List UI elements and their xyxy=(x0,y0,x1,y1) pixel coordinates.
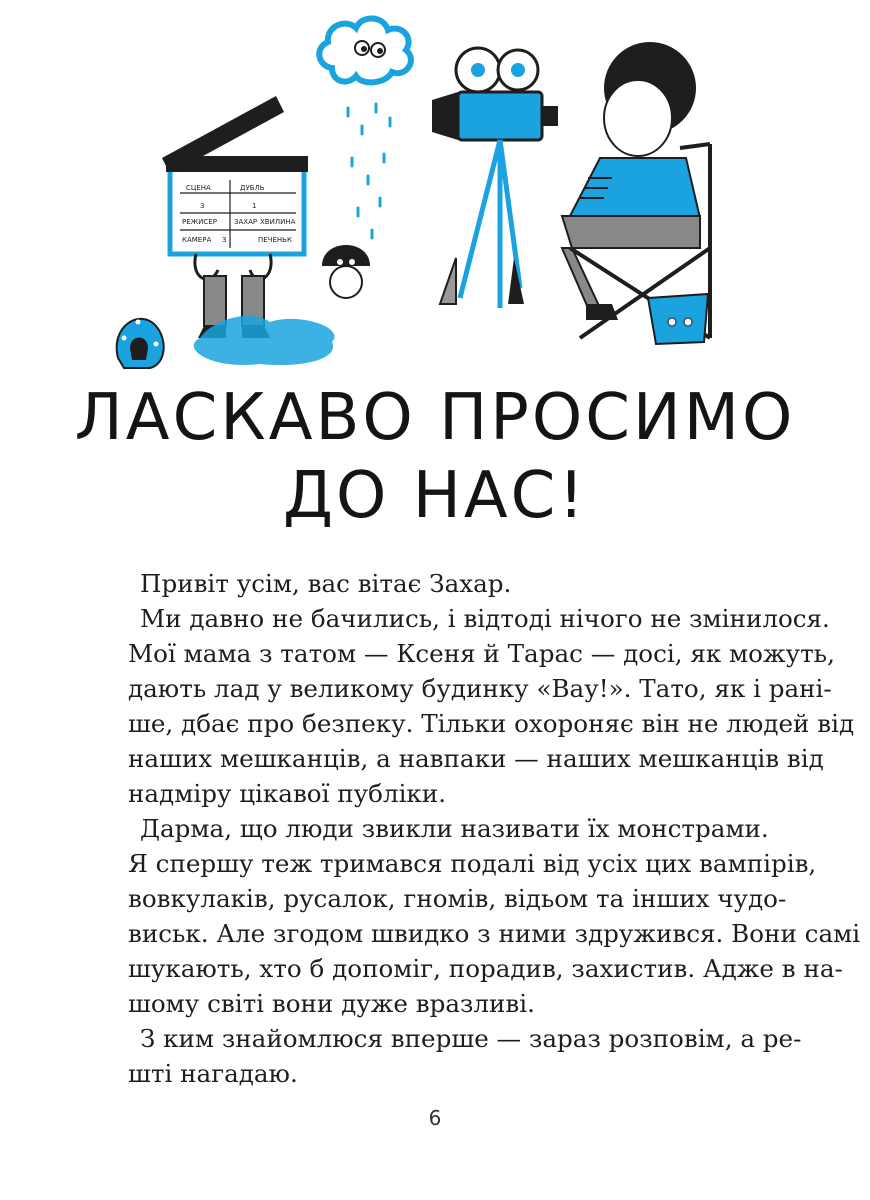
clapperboard-character xyxy=(162,96,308,338)
text-line: Мої мама з татом — Ксеня й Тарас — досі, як можуть, xyxy=(128,639,835,668)
svg-text:ЗАХАР: ЗАХАР xyxy=(234,218,258,226)
paragraph-3 xyxy=(128,811,861,1021)
bucket-creature xyxy=(648,294,708,344)
chapter-illustration xyxy=(100,8,740,388)
paragraph-4 xyxy=(128,1021,802,1091)
text-line: шому світі вони дуже вразливі. xyxy=(128,989,535,1018)
chapter-title-line-1: ЛАСКАВО ПРОСИМО xyxy=(74,381,796,455)
svg-text:ДУБЛЬ: ДУБЛЬ xyxy=(240,184,265,192)
paragraph-2 xyxy=(128,601,855,811)
svg-text:КАМЕРА: КАМЕРА xyxy=(182,236,212,244)
boy-in-director-chair xyxy=(562,42,710,338)
text-line: шукають, хто б допоміг, порадив, захистив. Адже в на- xyxy=(128,954,843,983)
text-line: Ми давно не бачились, і відтоді нічого не змінилося. xyxy=(140,604,830,633)
text-line: Привіт усім, вас вітає Захар. xyxy=(140,569,512,598)
body-text xyxy=(128,566,861,1091)
text-line: Дарма, що люди звикли називати їх монстрами. xyxy=(140,814,769,843)
umbrella-creature xyxy=(322,245,370,298)
chapter-title-line-2: ДО НАС! xyxy=(283,459,587,533)
text-line: надміру цікавої публіки. xyxy=(128,779,447,808)
page-number: 6 xyxy=(428,1106,442,1130)
svg-text:РЕЖИСЕР: РЕЖИСЕР xyxy=(182,218,217,226)
text-line: виськ. Але згодом швидко з ними здружився. Вони самі xyxy=(128,919,861,948)
svg-text:1: 1 xyxy=(252,202,257,210)
svg-text:ПЕЧЕНЬК: ПЕЧЕНЬК xyxy=(258,236,292,244)
paragraph-1 xyxy=(128,566,764,601)
dotted-creature xyxy=(117,319,164,368)
text-line: вовкулаків, русалок, гномів, відьом та інших чудо- xyxy=(128,884,787,913)
svg-text:3: 3 xyxy=(200,202,205,210)
svg-text:ХВИЛИНА: ХВИЛИНА xyxy=(260,218,296,226)
text-line: Я спершу теж тримався подалі від усіх цих вампірів, xyxy=(128,849,817,878)
svg-text:3: 3 xyxy=(222,236,227,244)
text-line: дають лад у великому будинку «Вау!». Тато, як і рані- xyxy=(128,674,832,703)
film-camera xyxy=(432,48,558,308)
svg-text:СЦЕНА: СЦЕНА xyxy=(186,184,211,192)
text-line: ше, дбає про безпеку. Тільки охороняє він не людей від xyxy=(128,709,855,738)
text-line: шті нагадаю. xyxy=(128,1059,298,1088)
text-line: наших мешканців, а навпаки — наших мешканців від xyxy=(128,744,824,773)
text-line: З ким знайомлюся вперше — зараз розповім, а ре- xyxy=(140,1024,802,1053)
rain-cloud-character xyxy=(319,18,411,238)
